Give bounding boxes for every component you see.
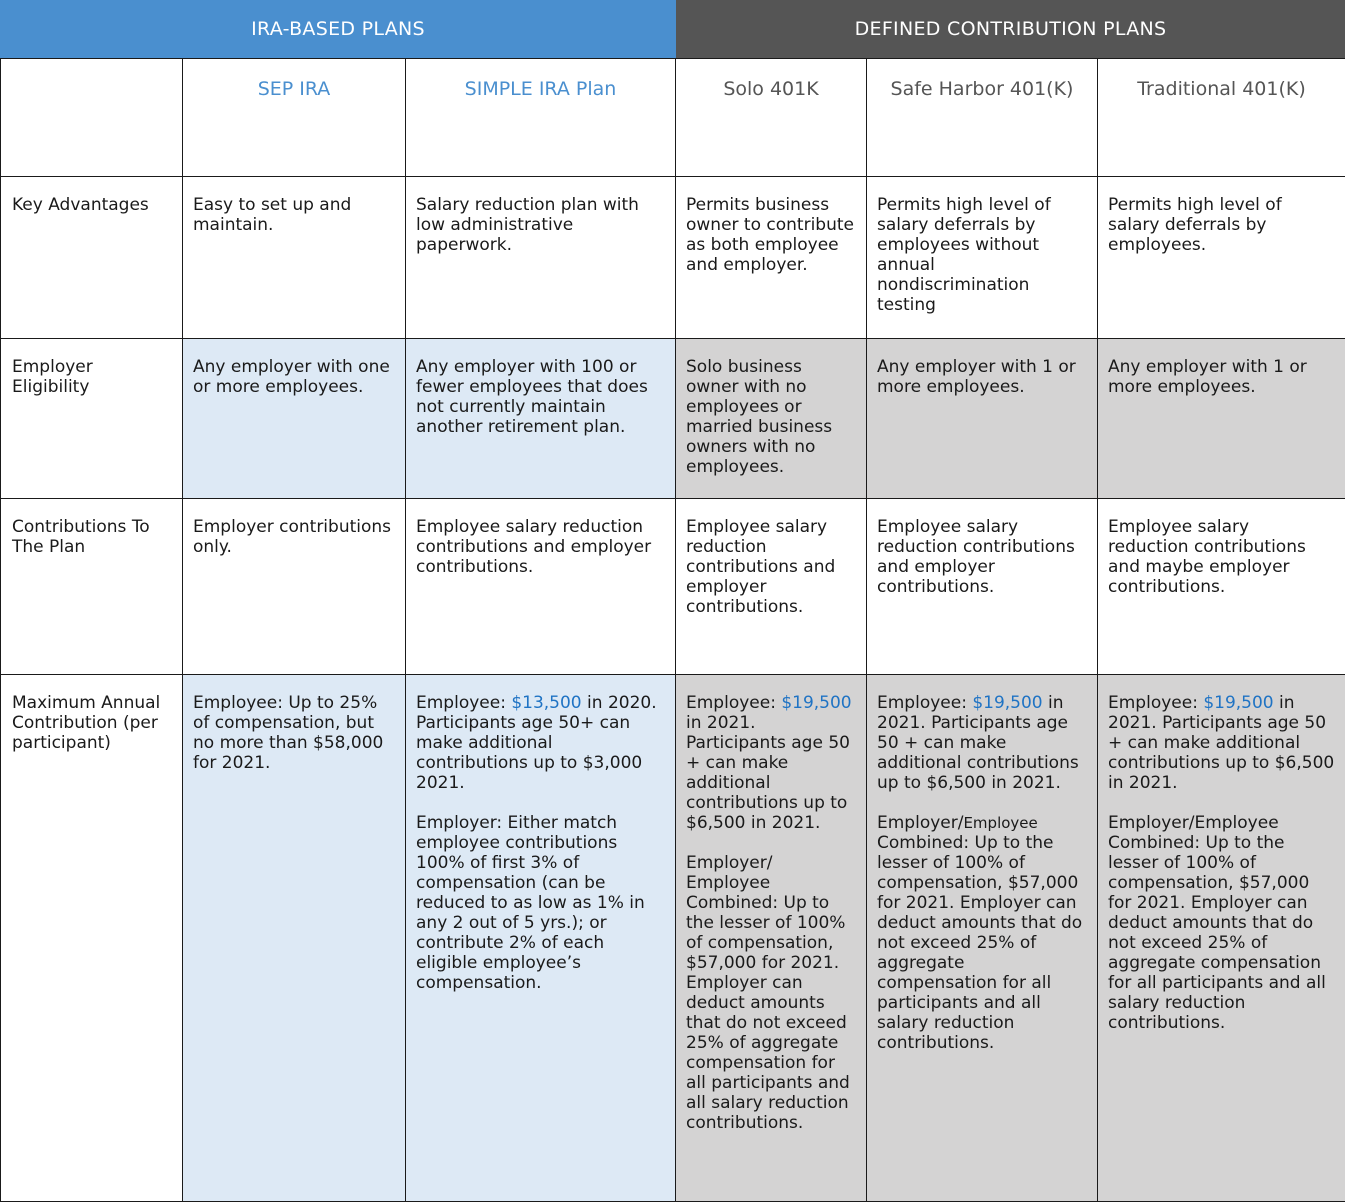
table-cell: Solo business owner with no employees or married business owners with no employees. <box>676 339 867 499</box>
employee-text: Employee: <box>877 693 972 713</box>
table-cell: Employee salary reduction contributions and maybe employer contributions. <box>1098 499 1345 675</box>
employee-text: in 2020. Participants age 50+ can make additional contributions up to $3,000 2021. <box>416 693 657 793</box>
ira-based-plans-header: IRA-BASED PLANS <box>0 0 676 58</box>
contribution-amount: $19,500 <box>972 693 1042 713</box>
row-key-advantages <box>1 177 1345 339</box>
table-cell <box>867 675 1098 1202</box>
column-safe-harbor-401k: Safe Harbor 401(K) <box>867 59 1098 177</box>
table-cell: Any employer with 1 or more employees. <box>1098 339 1345 499</box>
table-cell: Permits high level of salary deferrals by employees without annual nondiscrimination testing <box>867 177 1098 339</box>
table-cell: Any employer with one or more employees. <box>183 339 406 499</box>
row-contributions-to-the-plan <box>1 499 1345 675</box>
employer-text: Employer/Employee Combined: Up to the lesser of 100% of compensation, $57,000 for 2021. Employer can deduct amounts that do not exceed 25% of aggregate compensation for all participants and all salary reduction contributions. <box>1108 813 1335 1033</box>
table-cell <box>1098 675 1345 1202</box>
employee-text: Employee: <box>686 693 781 713</box>
employee-label: Employee <box>963 814 1037 832</box>
column-header-row <box>1 59 1345 177</box>
table-cell <box>676 675 867 1202</box>
defined-contribution-plans-header: DEFINED CONTRIBUTION PLANS <box>676 0 1345 58</box>
table-cell: Employer contributions only. <box>183 499 406 675</box>
table-cell: Employee: Up to 25% of compensation, but no more than $58,000 for 2021. <box>183 675 406 1202</box>
row-label: Key Advantages <box>1 177 183 339</box>
column-sep-ira: SEP IRA <box>183 59 406 177</box>
table-cell: Easy to set up and maintain. <box>183 177 406 339</box>
contribution-amount: $13,500 <box>511 693 581 713</box>
table-cell: Permits high level of salary deferrals by employees. <box>1098 177 1345 339</box>
row-label: Contributions To The Plan <box>1 499 183 675</box>
table-cell: Salary reduction plan with low administrative paperwork. <box>406 177 676 339</box>
table-cell: Permits business owner to contribute as both employee and employer. <box>676 177 867 339</box>
table-cell: Employee salary reduction contributions and employer contributions. <box>406 499 676 675</box>
row-label: Employer Eligibility <box>1 339 183 499</box>
employer-label: Employer/ <box>877 813 963 833</box>
column-traditional-401k: Traditional 401(K) <box>1098 59 1345 177</box>
corner-cell <box>1 59 183 177</box>
table-cell: Employee salary reduction contributions and employer contributions. <box>676 499 867 675</box>
column-simple-ira: SIMPLE IRA Plan <box>406 59 676 177</box>
row-label: Maximum Annual Contribution (per participant) <box>1 675 183 1202</box>
employee-text: in 2021. Participants age 50 + can make additional contributions up to $6,500 in 2021. <box>877 693 1079 793</box>
employee-text: in 2021. Participants age 50 + can make additional contributions up to $6,500 in 2021. <box>1108 693 1334 793</box>
comparison-table <box>0 58 1345 1202</box>
row-maximum-annual-contribution <box>1 675 1345 1202</box>
employee-text: Employee: <box>1108 693 1203 713</box>
contribution-amount: $19,500 <box>781 693 851 713</box>
table-cell <box>406 675 676 1202</box>
table-cell: Any employer with 1 or more employees. <box>867 339 1098 499</box>
employer-text: Employer/ Employee Combined: Up to the lesser of 100% of compensation, $57,000 for 2021. Employer can deduct amounts that do not exceed 25% of aggregate compensation for all participants and all salary reduction contributions. <box>686 853 856 1133</box>
employer-text <box>877 813 1087 1053</box>
employer-detail: Combined: Up to the lesser of 100% of compensation, $57,000 for 2021. Employer can deduct amounts that do not exceed 25% of aggregate compensation for all participants and all salary reduction contributions. <box>877 833 1082 1053</box>
column-solo-401k: Solo 401K <box>676 59 867 177</box>
table-cell: Employee salary reduction contributions and employer contributions. <box>867 499 1098 675</box>
employer-text: Employer: Either match employee contributions 100% of first 3% of compensation (can be reduced to as low as 1% in any 2 out of 5 yrs.); or contribute 2% of each eligible employee’s compensation. <box>416 813 665 993</box>
employee-text: in 2021. Participants age 50 + can make additional contributions up to $6,500 in 2021. <box>686 713 850 833</box>
employee-text: Employee: <box>416 693 511 713</box>
row-employer-eligibility <box>1 339 1345 499</box>
table-cell: Any employer with 100 or fewer employees that does not currently maintain another retirement plan. <box>406 339 676 499</box>
contribution-amount: $19,500 <box>1203 693 1273 713</box>
